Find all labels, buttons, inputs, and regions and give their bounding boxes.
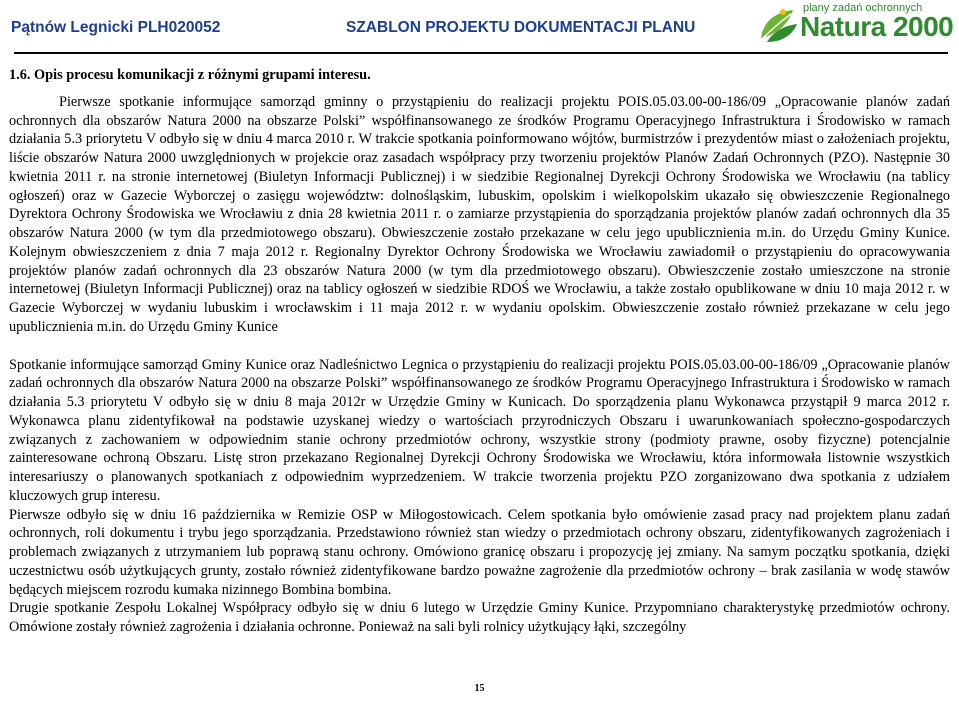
- site-name: Pątnów Legnicki PLH020052: [11, 19, 221, 36]
- header-rule: [14, 52, 948, 54]
- paragraph: Spotkanie informujące samorząd Gminy Kunice oraz Nadleśnictwo Legnica o przystąpieniu do realizacji projektu POIS.05.03.00-00-186/09 „Opracowanie planów zadań ochronnych dla obszarów Natura 2000 na obszarze Polski” współfinansowanego ze środków Programu Operacyjnego Infrastruktura i Środowisko w ramach działania 5.3 priorytetu V odbyło się w dniu 8 maja 2012r w Urzędzie Gminy w Kunicach. Do sporządzenia planu Wykonawca przystąpił 9 marca 2012 r. Wykonawca planu zidentyfikował na podstawie uzyskanej wiedzy o wartościach przyrodniczych Obszaru i uwarunkowaniach społeczno-gospodarczych związanych z zachowaniem w odpowiednim stanie ochrony przedmiotów ochrony, wszystkie strony (podmioty prawne, osoby fizyczne) potencjalnie zainteresowane ochroną Obszaru. Listę stron przekazano Regionalnej Dyrekcji Ochrony Środowiska we Wrocławiu, która informowała listownie wszystkich interesariuszy o planowanych spotkaniach z odpowiednim wyprzedzeniem. W trakcie tworzenia projektu PZO zorganizowano dwa spotkania z udziałem kluczowych grup interesu.: [9, 356, 950, 504]
- page-number: 15: [474, 683, 485, 694]
- logo-wordmark: Natura 2000: [800, 11, 954, 42]
- paragraph: Pierwsze spotkanie informujące samorząd gminny o przystąpieniu do realizacji projektu POIS.05.03.00-00-186/09 „Opracowanie planów zadań ochronnych dla obszarów Natura 2000 na obszarze Polski” współfinansowanego ze środków Programu Operacyjnego Infrastruktura i Środowisko w ramach działania 5.3 priorytetu V odbyło się w dniu 4 marca 2010 r. W trakcie spotkania poinformowano wójtów, burmistrzów i prezydentów miast o założeniach projektu, liście obszarów Natura 2000 uwzględnionych w projekcie oraz zasadach współpracy przy tworzeniu projektów Planów Zadań Ochronnych (PZO). Następnie 30 kwietnia 2011 r. na stronie internetowej (Biuletyn Informacji Publicznej) i w siedzibie Regionalnej Dyrekcji Ochrony Środowiska we Wrocławiu (na tablicy ogłoszeń) oraz w Gazecie Wyborczej o zasięgu województw: dolnośląskim, lubuskim, opolskim i wielkopolskim ukazało się obwieszczenie Regionalnego Dyrektora Ochrony Środowiska we Wrocławiu z dnia 28 kwietnia 2011 r. o zamiarze przystąpienia do sporządzania projektów planów zadań ochronnych dla 35 obszarów Natura 2000 (w tym dla przedmiotowego obszaru). Obwieszczenie zostało przekazane w celu jego upublicznienia m.in. do Urzędu Gminy Kunice. Kolejnym obwieszczeniem z dnia 7 maja 2012 r. Regionalny Dyrektor Ochrony Środowiska we Wrocławiu zawiadomił o przystąpieniu do opracowywania projektów planów zadań ochronnych dla 23 obszarów Natura 2000 (w tym dla przedmiotowego obszaru). Obwieszczenie zostało umieszczone na stronie internetowej (Biuletyn Informacji Publicznej) oraz na tablicy ogłoszeń w siedzibie RDOŚ we Wrocławiu, a także zostało opublikowane w dniu 10 maja 2012 r. w Gazecie Wyborczej w wydaniu lubuskim i wrocławskim i 11 maja 2012 r. w wydaniu opolskim. Obwieszczenie zostało również przekazane w celu jego upublicznienia m.in. do Urzędu Gminy Kunice: [9, 93, 950, 335]
- paragraph: Pierwsze odbyło się w dniu 16 października w Remizie OSP w Miłogostowicach. Celem spotkania było omówienie zasad pracy nad projektem planu zadań ochronnych, roli dokumentu i trybu jego sporządzania. Przedstawiono również stan wiedzy o przedmiotach ochrony obszaru, zidentyfikowanych zagrożeniach i problemach związanych z utrzymaniem lub poprawą stanu ochrony. Omówiono granicę obszaru i propozycję jej zmiany. Na samym początku spotkania, dzięki uczestnictwu osób użytkujących grunty, zostało również zidentyfikowane bardzo poważne zagrożenie dla przedmiotów ochrony – brak zasilania w wodę stawów będących miejscem rozrodu kumaka nizinnego Bombina bombina.: [9, 506, 950, 598]
- page-header: [0, 0, 959, 50]
- logo-caption: plany zadań ochronnych: [803, 2, 923, 14]
- section-heading: 1.6. Opis procesu komunikacji z różnymi grupami interesu.: [9, 67, 371, 83]
- leaf-icon: [753, 4, 801, 46]
- document-body: [9, 66, 950, 637]
- natura-2000-logo: [753, 2, 953, 46]
- paragraph: Drugie spotkanie Zespołu Lokalnej Współpracy odbyło się w dniu 6 lutego w Urzędzie Gminy Kunice. Przypomniano charakterystykę przedmiotów ochrony. Omówione zostały również zagrożenia i działania ochronne. Ponieważ na sali byli rolnicy użytkujący łąki, szczególny: [9, 600, 950, 635]
- document-title: SZABLON PROJEKTU DOKUMENTACJI PLANU: [346, 19, 696, 36]
